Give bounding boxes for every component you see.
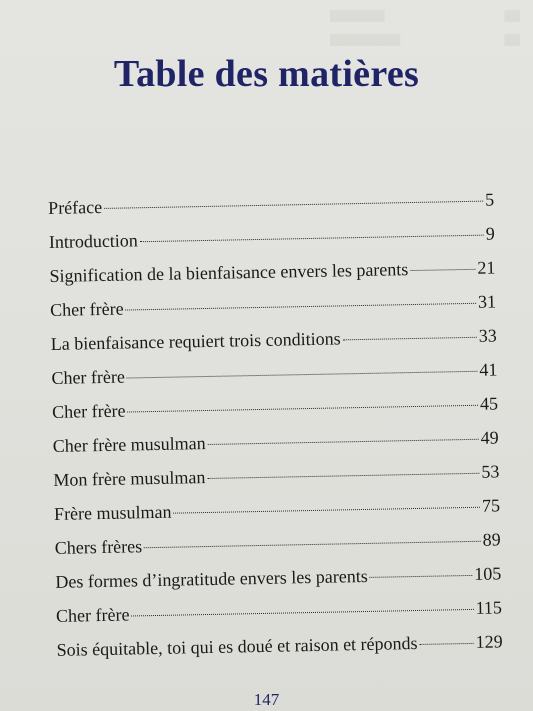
toc-entry-page: 9 <box>485 223 495 244</box>
toc-entry-page: 45 <box>479 393 499 414</box>
toc-entry-page: 105 <box>474 563 502 584</box>
toc-entry-page: 21 <box>477 257 496 278</box>
toc-entry-label: Préface <box>48 196 103 218</box>
table-of-contents <box>48 189 503 673</box>
toc-entry-label: Introduction <box>48 230 139 252</box>
dot-leader <box>420 643 474 645</box>
dot-leader <box>128 405 479 413</box>
toc-entry-label: La bienfaisance requiert trois conditions <box>50 328 341 354</box>
toc-entry-label: Cher frère musulman <box>52 433 206 456</box>
dot-leader <box>127 371 478 379</box>
toc-entry-label: Cher frère <box>55 604 130 626</box>
dot-leader <box>144 541 480 548</box>
dot-leader <box>140 235 484 243</box>
bleed-through-text: ▒▒▒▒▒▒▒ ▒▒ ▒▒▒▒▒▒▒▒▒ ▒▒ <box>330 10 520 46</box>
dot-leader <box>343 337 477 341</box>
dot-leader <box>126 303 477 311</box>
toc-entry-page: 89 <box>482 529 501 550</box>
toc-entry-label: Des formes d’ingratitude envers les parents <box>55 565 368 592</box>
dot-leader <box>410 269 475 271</box>
toc-entry-label: Chers frères <box>54 536 143 558</box>
dot-leader <box>104 201 483 209</box>
page-number: 147 <box>253 690 280 709</box>
toc-entry-label: Cher frère <box>49 298 124 320</box>
dot-leader <box>370 575 473 578</box>
toc-entry-label: Cher frère <box>51 400 126 422</box>
toc-entry-page: 5 <box>484 189 495 210</box>
page-title: Table des matières <box>113 53 420 95</box>
dot-leader <box>208 439 479 445</box>
toc-entry[interactable] <box>56 631 503 674</box>
toc-entry-page: 53 <box>481 461 500 482</box>
dot-leader <box>131 609 473 617</box>
toc-entry-label: Mon frère musulman <box>53 467 206 490</box>
dot-leader <box>174 507 480 514</box>
toc-entry-label: Cher frère <box>51 366 126 388</box>
toc-entry-label: Sois équitable, toi qui es doué et raison et réponds <box>56 632 418 660</box>
toc-entry-page: 115 <box>475 597 503 618</box>
toc-entry-page: 31 <box>477 291 497 312</box>
toc-entry-page: 33 <box>478 325 497 346</box>
toc-entry-page: 75 <box>481 495 501 516</box>
toc-entry-page: 129 <box>475 631 503 652</box>
toc-entry-page: 49 <box>480 427 499 448</box>
toc-entry-page: 41 <box>479 359 498 380</box>
toc-entry-label: Signification de la bienfaisance envers les parents <box>49 259 409 286</box>
toc-entry-label: Frère musulman <box>53 501 172 524</box>
dot-leader <box>207 473 479 479</box>
